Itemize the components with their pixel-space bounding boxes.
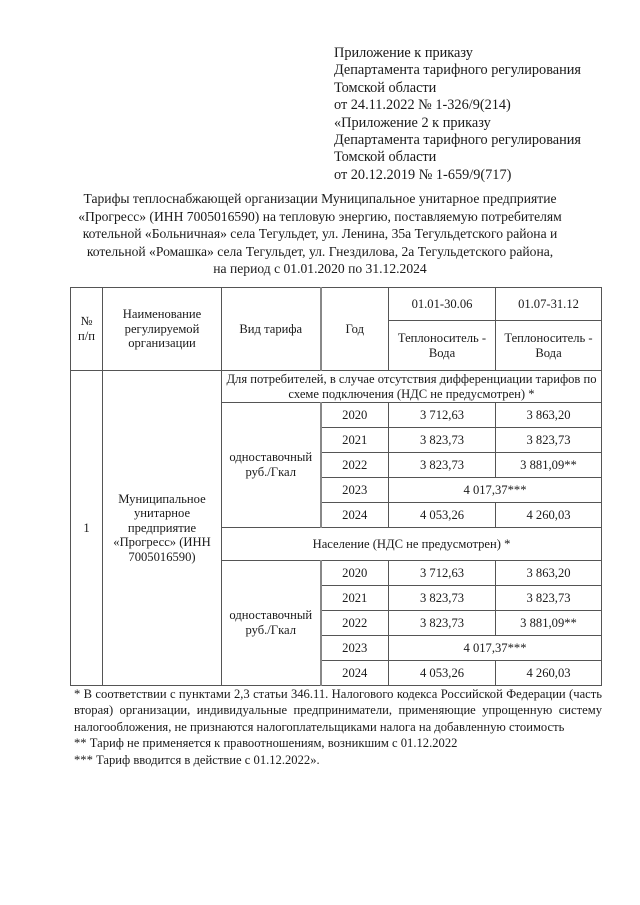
tariff-h2: 4 260,03 xyxy=(496,661,602,686)
tariff-type: одноставочный руб./Гкал xyxy=(222,561,321,686)
annex-line: Департамента тарифного регулирования xyxy=(334,62,581,79)
year-cell: 2023 xyxy=(321,478,389,503)
title-line: «Прогресс» (ИНН 7005016590) на тепловую энергию, поставляемую потребителям xyxy=(78,208,562,224)
document-title xyxy=(60,190,580,278)
year-cell: 2022 xyxy=(321,453,389,478)
header-num: № п/п xyxy=(71,288,103,371)
footnote-triple-asterisk: *** Тариф вводится в действие с 01.12.2022». xyxy=(74,752,320,767)
tariff-h1: 3 823,73 xyxy=(389,453,496,478)
footnotes xyxy=(74,686,602,768)
section-title: Для потребителей, в случае отсутствия дифференциации тарифов по схеме подключения (НДС не предусмотрен) * xyxy=(222,371,602,403)
footnote-vat: * В соответствии с пунктами 2,3 статьи 346.11. Налогового кодекса Российской Федерации (часть вторая) организации, индивидуальные предприниматели, применяющие упрощенную систему налогообложения, не признаются налогоплательщиками налога на добавленную стоимость xyxy=(74,687,602,734)
annex-line: от 20.12.2019 № 1-659/9(717) xyxy=(334,166,512,183)
tariff-merged: 4 017,37*** xyxy=(389,636,602,661)
annex-line: Томской области xyxy=(334,79,437,96)
annex-header xyxy=(334,45,581,184)
year-cell: 2024 xyxy=(321,661,389,686)
annex-line: Департамента тарифного регулирования xyxy=(334,132,581,149)
tariff-h1: 3 823,73 xyxy=(389,586,496,611)
year-cell: 2020 xyxy=(321,403,389,428)
tariff-h1: 3 712,63 xyxy=(389,561,496,586)
year-cell: 2023 xyxy=(321,636,389,661)
tariff-h2: 3 823,73 xyxy=(496,586,602,611)
annex-line: Приложение к приказу xyxy=(334,45,473,61)
annex-line: Томской области xyxy=(334,149,437,166)
year-cell: 2021 xyxy=(321,586,389,611)
header-tariff-type: Вид тарифа xyxy=(222,288,321,371)
tariff-h1: 4 053,26 xyxy=(389,661,496,686)
tariff-h2: 3 863,20 xyxy=(496,403,602,428)
tariff-type: одноставочный руб./Гкал xyxy=(222,403,321,528)
tariff-h1: 3 823,73 xyxy=(389,611,496,636)
tariff-h2: 4 260,03 xyxy=(496,503,602,528)
title-line: Тарифы теплоснабжающей организации Муниципальное унитарное предприятие xyxy=(83,191,557,206)
tariff-h2: 3 863,20 xyxy=(496,561,602,586)
header-period-1: 01.01-30.06 xyxy=(389,288,496,321)
tariff-h1: 3 823,73 xyxy=(389,428,496,453)
annex-line: от 24.11.2022 № 1-326/9(214) xyxy=(334,97,511,114)
row-number: 1 xyxy=(71,371,103,686)
title-line: на период с 01.01.2020 по 31.12.2024 xyxy=(213,261,427,277)
header-org: Наименование регулируемой организации xyxy=(103,288,222,371)
year-cell: 2024 xyxy=(321,503,389,528)
header-carrier-1: Теплоноситель - Вода xyxy=(389,321,496,371)
header-period-2: 01.07-31.12 xyxy=(496,288,602,321)
tariff-h1: 3 712,63 xyxy=(389,403,496,428)
organization-name: Муниципальное унитарное предприятие «Прогресс» (ИНН 7005016590) xyxy=(103,371,222,686)
header-carrier-2: Теплоноситель - Вода xyxy=(496,321,602,371)
tariff-h2: 3 881,09** xyxy=(496,611,602,636)
tariff-h2: 3 881,09** xyxy=(496,453,602,478)
section-title: Население (НДС не предусмотрен) * xyxy=(222,528,602,561)
annex-line: «Приложение 2 к приказу xyxy=(334,114,491,131)
year-cell: 2022 xyxy=(321,611,389,636)
year-cell: 2020 xyxy=(321,561,389,586)
tariff-table xyxy=(70,287,602,686)
tariff-h2: 3 823,73 xyxy=(496,428,602,453)
tariff-h1: 4 053,26 xyxy=(389,503,496,528)
header-year: Год xyxy=(321,288,389,371)
title-line: котельной «Больничная» села Тегульдет, ул. Ленина, 35а Тегульдетского района и xyxy=(82,226,558,242)
year-cell: 2021 xyxy=(321,428,389,453)
footnote-double-asterisk: ** Тариф не применяется к правоотношениям, возникшим с 01.12.2022 xyxy=(74,736,458,751)
title-line: котельной «Ромашка» села Тегульдет, ул. Гнездилова, 2а Тегульдетского района, xyxy=(86,243,554,259)
tariff-merged: 4 017,37*** xyxy=(389,478,602,503)
